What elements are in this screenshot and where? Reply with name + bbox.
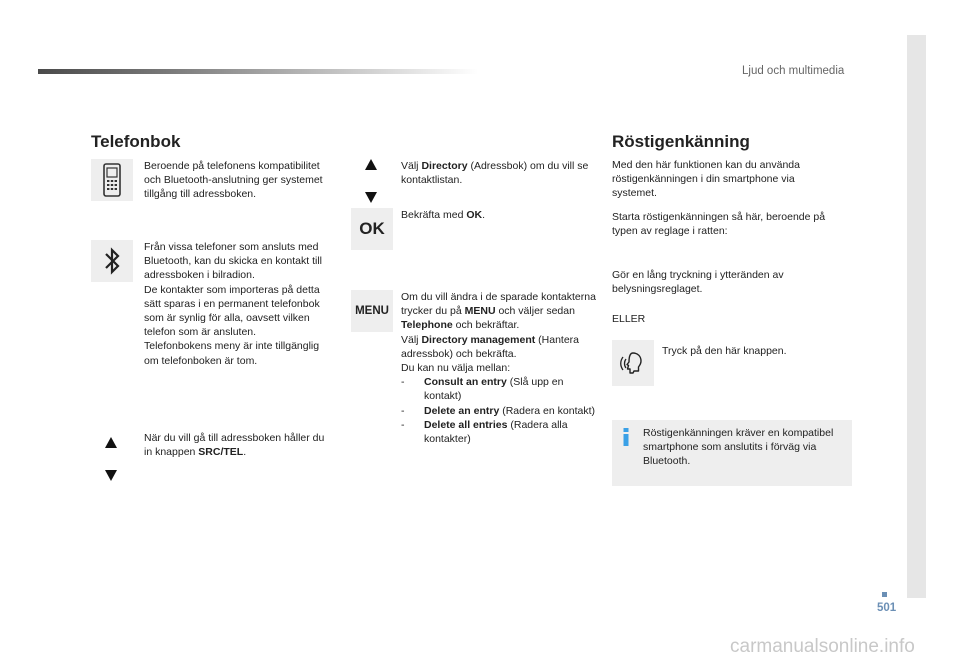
edit-contacts-text — [401, 290, 597, 446]
ok-button-label: OK — [359, 219, 385, 238]
bluetooth-send-para: Från vissa telefoner som ansluts med Bluetooth, kan du skicka en kontakt till adressboken i bilradion. — [144, 241, 323, 282]
permanent-phonebook-para: De kontakter som importeras på detta sätt sparas i en permanent telefonbok som är synlig för alla, oavsett vilken telefon som är ansluten. — [144, 283, 320, 339]
options-list — [401, 375, 597, 446]
option-consult-label: Consult an entry — [424, 376, 507, 389]
edit-p3: och bekräftar. — [452, 319, 520, 332]
manage-suffix: (Hantera adressbok) och bekräfta. — [401, 333, 580, 360]
edit-p1: Om du vill ändra i de sparade kontakterna trycker du på — [401, 291, 596, 318]
manage-para — [401, 333, 597, 361]
menu-button-box — [351, 290, 393, 332]
voice-button-box — [612, 340, 654, 386]
page-number: 501 — [877, 602, 897, 614]
long-press-text: Gör en lång tryckning i ytteränden av belysningsreglaget. — [612, 269, 784, 296]
press-button-text: Tryck på den här knappen. — [662, 345, 787, 357]
confirm-suffix: . — [482, 209, 486, 221]
option-consult-desc: (Slå upp en kontakt) — [424, 376, 564, 403]
list-item — [401, 375, 597, 403]
select-suffix: (Adressbok) om du vill se kontaktlistan. — [401, 160, 589, 187]
compat-text: Beroende på telefonens kompatibilitet och Bluetooth-anslutning ger systemet tillgång till adressboken. — [144, 160, 323, 201]
page-number-dot — [882, 592, 887, 597]
phone-icon-box — [91, 159, 133, 201]
directory-label: Directory — [421, 160, 468, 172]
page-side-strip — [907, 35, 926, 598]
confirm-ok-label: OK — [466, 209, 483, 221]
bluetooth-icon — [102, 245, 122, 277]
choose-para: Du kan nu välja mellan: — [401, 362, 511, 375]
src-tel-button-label: SRC/TEL — [198, 446, 244, 459]
arrow-up-icon — [365, 159, 377, 170]
rostigenkanning-title: Röstigenkänning — [612, 132, 750, 151]
manage-prefix: Välj — [401, 333, 422, 346]
up-down-arrows-middle — [361, 159, 381, 203]
intro-text: Med den här funktionen kan du använda röstigenkänningen i din smartphone via systemet. — [612, 159, 800, 200]
empty-menu-para: Telefonbokens meny är inte tillgänglig om telefonboken är tom. — [144, 340, 320, 367]
telephone-label: Telephone — [401, 319, 453, 332]
confirm-prefix: Bekräfta med — [401, 209, 467, 221]
confirm-text — [401, 208, 597, 222]
up-down-arrows-left — [101, 437, 121, 481]
edit-menu-label: MENU — [464, 305, 496, 318]
directory-management-label: Directory management — [421, 333, 536, 346]
or-text: ELLER — [612, 313, 646, 325]
arrow-up-icon — [105, 437, 117, 448]
option-delete-all-desc: (Radera alla kontakter) — [424, 418, 568, 446]
option-delete-label: Delete an entry — [424, 404, 500, 417]
info-icon — [620, 428, 632, 446]
menu-button-label: MENU — [355, 305, 389, 317]
voice-command-icon — [619, 349, 647, 377]
src-tel-prefix: När du vill gå till adressboken håller du in knappen — [144, 432, 325, 459]
bluetooth-transfer-text — [144, 240, 336, 368]
list-item — [401, 418, 597, 446]
arrow-down-icon — [365, 192, 377, 203]
telefonbok-title: Telefonbok — [91, 132, 181, 151]
section-label: Ljud och multimedia — [742, 65, 845, 77]
directory-select-text — [401, 159, 597, 187]
src-tel-suffix: . — [243, 446, 247, 459]
list-item — [401, 404, 597, 418]
edit-p2: och väljer sedan — [495, 305, 575, 318]
arrow-down-icon — [105, 470, 117, 481]
header-gradient-bar — [38, 69, 478, 74]
option-delete-all-label: Delete all entries — [424, 418, 508, 431]
edit-para — [401, 290, 597, 333]
option-delete-desc: (Radera en kontakt) — [499, 404, 595, 417]
ok-button-box — [351, 208, 393, 250]
src-tel-text — [144, 431, 334, 459]
phone-icon — [101, 163, 123, 197]
watermark: carmanualsonline.info — [730, 636, 915, 657]
select-prefix: Välj — [401, 160, 422, 172]
info-text: Röstigenkänningen kräver en kompatibel smartphone som anslutits i förväg via Bluetooth. — [643, 427, 834, 468]
bluetooth-icon-box — [91, 240, 133, 282]
start-text: Starta röstigenkänningen så här, beroende på typen av reglage i ratten: — [612, 211, 826, 238]
